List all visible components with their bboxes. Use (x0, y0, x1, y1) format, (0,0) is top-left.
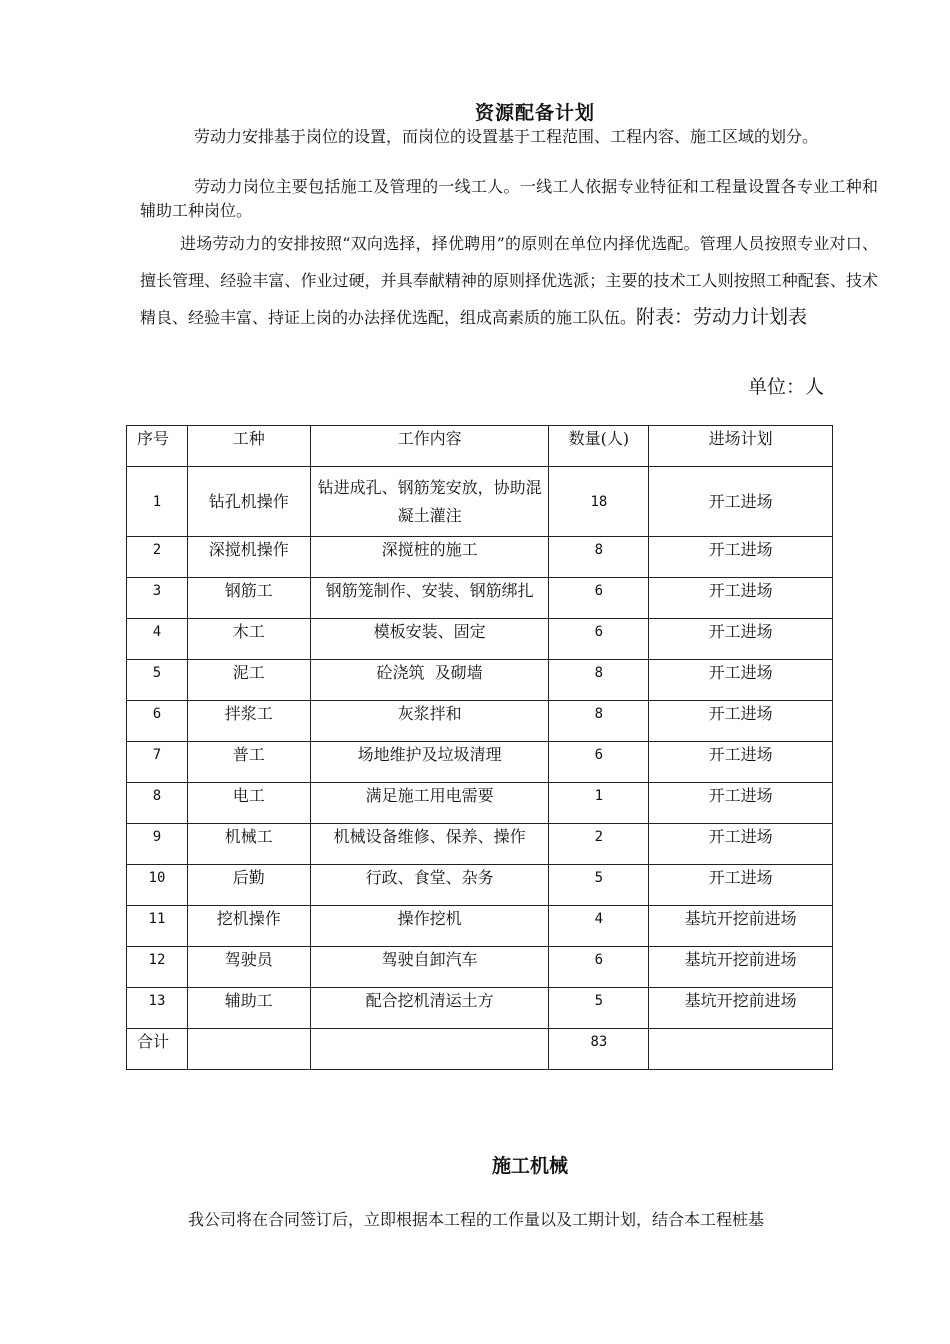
cell-content: 满足施工用电需要 (310, 783, 549, 824)
table-row (127, 578, 833, 619)
cell-plan: 开工进场 (649, 865, 833, 906)
total-label: 合计 (127, 1029, 188, 1070)
cell-content: 灰浆拌和 (310, 701, 549, 742)
table-row (127, 467, 833, 537)
cell-content: 砼浇筑 及砌墙 (310, 660, 549, 701)
cell-no: 11 (127, 906, 188, 947)
cell-qty: 6 (549, 619, 649, 660)
cell-trade: 机械工 (187, 824, 310, 865)
paragraph-1: 劳动力安排基于岗位的设置，而岗位的设置基于工程范围、工程内容、施工区域的划分。 (194, 127, 819, 146)
cell-no: 9 (127, 824, 188, 865)
cell-content: 场地维护及垃圾清理 (310, 742, 549, 783)
cell-plan: 开工进场 (649, 619, 833, 660)
cell-plan: 基坑开挖前进场 (649, 947, 833, 988)
total-qty: 83 (549, 1029, 649, 1070)
table-row (127, 660, 833, 701)
cell-content: 行政、食堂、杂务 (310, 865, 549, 906)
cell-content: 钢筋笼制作、安装、钢筋绑扎 (310, 578, 549, 619)
cell-qty: 6 (549, 947, 649, 988)
cell-no: 7 (127, 742, 188, 783)
cell-no: 5 (127, 660, 188, 701)
cell-trade: 泥工 (187, 660, 310, 701)
cell-no: 2 (127, 537, 188, 578)
cell-plan: 开工进场 (649, 660, 833, 701)
cell-no: 13 (127, 988, 188, 1029)
header-qty: 数量(人) (549, 426, 649, 467)
cell-qty: 18 (549, 467, 649, 537)
labor-plan-table (126, 425, 833, 1070)
cell-plan: 基坑开挖前进场 (649, 906, 833, 947)
cell-trade: 挖机操作 (187, 906, 310, 947)
cell-plan: 开工进场 (649, 578, 833, 619)
table-row (127, 742, 833, 783)
cell-plan: 开工进场 (649, 824, 833, 865)
table-row (127, 947, 833, 988)
table-row (127, 701, 833, 742)
paragraph-machinery: 我公司将在合同签订后，立即根据本工程的工作量以及工期计划，结合本工程桩基 (188, 1210, 765, 1229)
cell-trade: 辅助工 (187, 988, 310, 1029)
cell-content: 操作挖机 (310, 906, 549, 947)
table-row (127, 619, 833, 660)
table-row (127, 537, 833, 578)
cell-plan: 开工进场 (649, 783, 833, 824)
cell-qty: 6 (549, 578, 649, 619)
cell-qty: 5 (549, 988, 649, 1029)
total-plan-empty (649, 1029, 833, 1070)
page-title: 资源配备计划 (474, 102, 595, 124)
cell-no: 4 (127, 619, 188, 660)
cell-no: 10 (127, 865, 188, 906)
cell-content: 钻进成孔、钢筋笼安放，协助混凝土灌注 (310, 467, 549, 537)
cell-trade: 深搅机操作 (187, 537, 310, 578)
cell-plan: 基坑开挖前进场 (649, 988, 833, 1029)
cell-trade: 钢筋工 (187, 578, 310, 619)
cell-qty: 8 (549, 537, 649, 578)
cell-content: 驾驶自卸汽车 (310, 947, 549, 988)
header-no: 序号 (127, 426, 188, 467)
cell-qty: 8 (549, 701, 649, 742)
cell-trade: 拌浆工 (187, 701, 310, 742)
table-row (127, 824, 833, 865)
table-row (127, 865, 833, 906)
cell-plan: 开工进场 (649, 537, 833, 578)
cell-qty: 2 (549, 824, 649, 865)
cell-qty: 4 (549, 906, 649, 947)
table-row (127, 783, 833, 824)
paragraph-3-text: 进场劳动力的安排按照“双向选择，择优聘用”的原则在单位内择优选配。管理人员按照专业对口、擅长管理、经验丰富、作业过硬，并具奉献精神的原则择优选派；主要的技术工人则按照工种配套、技术精良、经验丰富、持证上岗的办法择优选配，组成高素质的施工队伍。 (140, 234, 878, 327)
unit-label: 单位：人 (748, 376, 825, 398)
paragraph-3 (140, 225, 878, 336)
table-row (127, 988, 833, 1029)
cell-trade: 后勤 (187, 865, 310, 906)
table-total-row (127, 1029, 833, 1070)
cell-qty: 1 (549, 783, 649, 824)
cell-trade: 电工 (187, 783, 310, 824)
cell-no: 3 (127, 578, 188, 619)
cell-qty: 8 (549, 660, 649, 701)
cell-trade: 木工 (187, 619, 310, 660)
appendix-label: 附表：劳动力计划表 (636, 306, 808, 328)
header-plan: 进场计划 (649, 426, 833, 467)
table-header-row (127, 426, 833, 467)
cell-trade: 钻孔机操作 (187, 467, 310, 537)
cell-plan: 开工进场 (649, 742, 833, 783)
cell-content: 机械设备维修、保养、操作 (310, 824, 549, 865)
header-content: 工作内容 (310, 426, 549, 467)
section-title-machinery: 施工机械 (491, 1155, 568, 1177)
cell-content: 深搅桩的施工 (310, 537, 549, 578)
cell-content: 配合挖机清运土方 (310, 988, 549, 1029)
cell-plan: 开工进场 (649, 701, 833, 742)
header-trade: 工种 (187, 426, 310, 467)
total-content-empty (310, 1029, 549, 1070)
cell-no: 8 (127, 783, 188, 824)
cell-no: 6 (127, 701, 188, 742)
table-row (127, 906, 833, 947)
paragraph-2: 劳动力岗位主要包括施工及管理的一线工人。一线工人依据专业特征和工程量设置各专业工种和辅助工种岗位。 (140, 177, 878, 220)
cell-trade: 普工 (187, 742, 310, 783)
cell-content: 模板安装、固定 (310, 619, 549, 660)
cell-qty: 5 (549, 865, 649, 906)
cell-trade: 驾驶员 (187, 947, 310, 988)
total-trade-empty (187, 1029, 310, 1070)
cell-qty: 6 (549, 742, 649, 783)
cell-plan: 开工进场 (649, 467, 833, 537)
cell-no: 12 (127, 947, 188, 988)
cell-no: 1 (127, 467, 188, 537)
